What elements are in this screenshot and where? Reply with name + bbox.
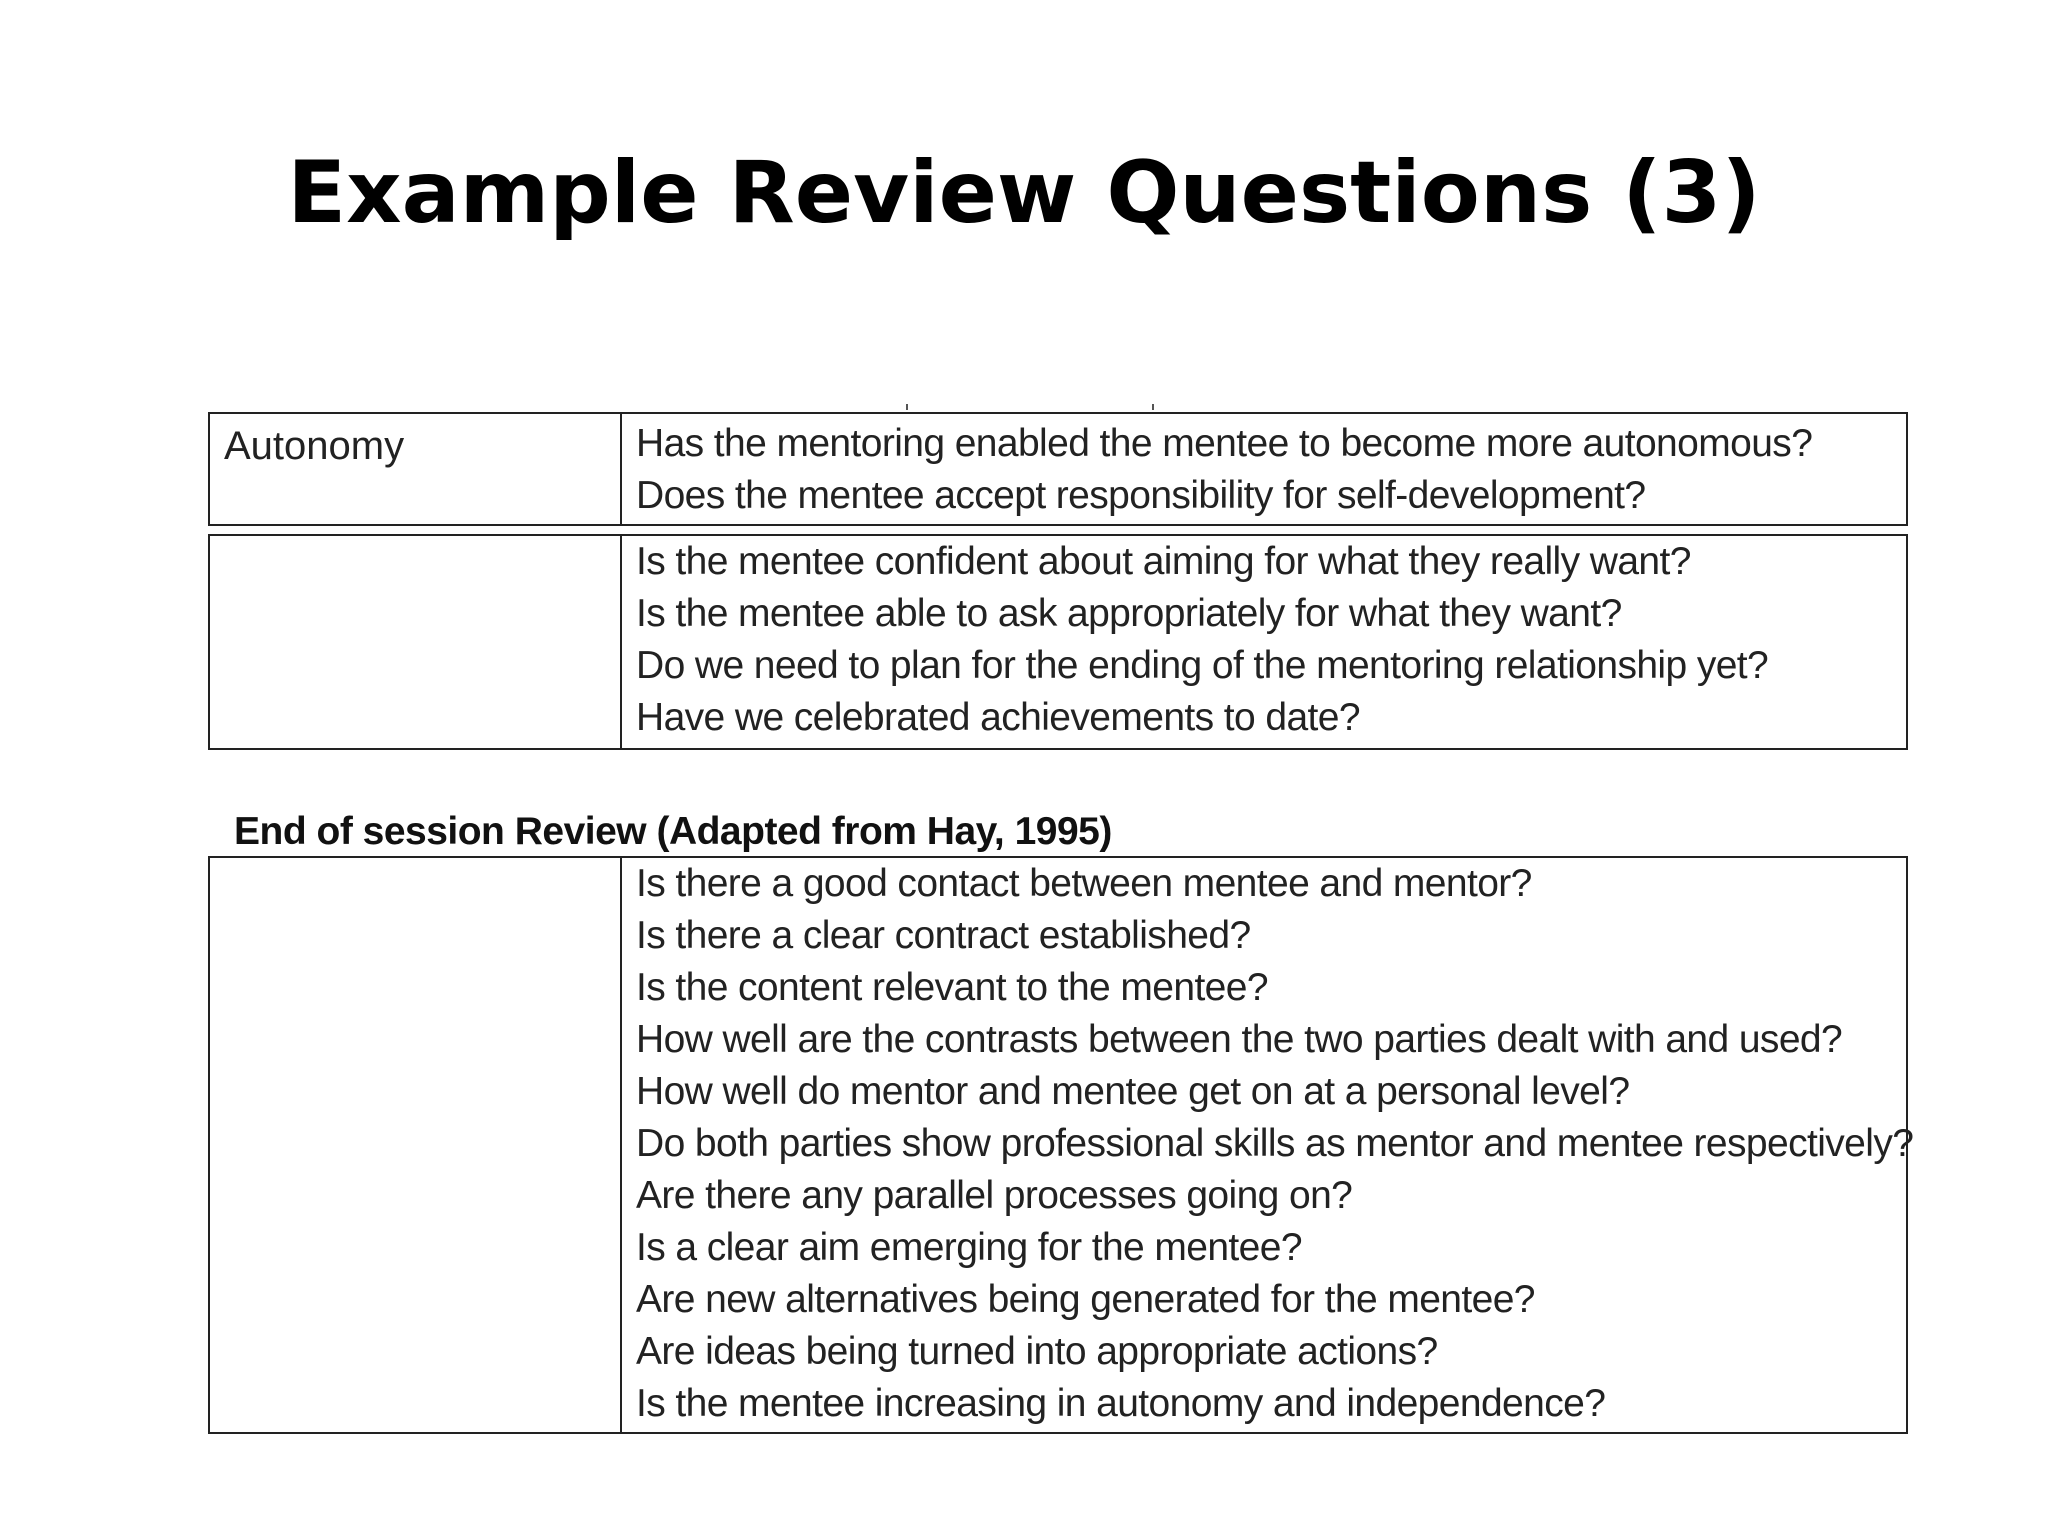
end-of-session-question: Are there any parallel processes going on? xyxy=(636,1174,1353,1217)
cropped-text-edge xyxy=(630,404,1190,410)
end-of-session-table xyxy=(208,856,1914,1434)
autonomy-question: Has the mentoring enabled the mentee to become more autonomous? xyxy=(636,422,1813,465)
autonomy-questions-cell xyxy=(622,414,1906,524)
end-of-session-label-cell xyxy=(210,858,622,1432)
end-of-session-question-list xyxy=(636,858,1914,1430)
end-of-session-question: How well are the contrasts between the two parties dealt with and used? xyxy=(636,1018,1843,1061)
continued-label-cell xyxy=(210,536,622,748)
continued-question: Have we celebrated achievements to date? xyxy=(636,696,1360,739)
continued-question-list xyxy=(636,536,1896,744)
end-of-session-question: Are ideas being turned into appropriate actions? xyxy=(636,1330,1438,1373)
slide-title: Example Review Questions (3) xyxy=(287,143,1761,243)
autonomy-label: Autonomy xyxy=(224,424,405,468)
end-of-session-question: How well do mentor and mentee get on at a personal level? xyxy=(636,1070,1630,1113)
autonomy-question: Does the mentee accept responsibility for self-development? xyxy=(636,474,1646,517)
end-of-session-heading: End of session Review (Adapted from Hay, 1995) xyxy=(234,810,1112,853)
continued-question: Do we need to plan for the ending of the mentoring relationship yet? xyxy=(636,644,1769,687)
end-of-session-question: Is the mentee increasing in autonomy and independence? xyxy=(636,1382,1606,1425)
end-of-session-questions-cell xyxy=(622,858,1914,1432)
end-of-session-question: Do both parties show professional skills as mentor and mentee respectively? xyxy=(636,1122,1914,1165)
autonomy-question-list xyxy=(636,418,1896,522)
autonomy-label-cell xyxy=(210,414,622,524)
continued-question: Is the mentee able to ask appropriately for what they want? xyxy=(636,592,1622,635)
autonomy-table xyxy=(208,412,1908,526)
end-of-session-question: Are new alternatives being generated for the mentee? xyxy=(636,1278,1535,1321)
end-of-session-question: Is the content relevant to the mentee? xyxy=(636,966,1268,1009)
end-of-session-question: Is a clear aim emerging for the mentee? xyxy=(636,1226,1302,1269)
end-of-session-question: Is there a good contact between mentee and mentor? xyxy=(636,862,1532,905)
continued-question: Is the mentee confident about aiming for what they really want? xyxy=(636,540,1691,583)
continued-questions-cell xyxy=(622,536,1906,748)
continued-table xyxy=(208,534,1908,750)
end-of-session-question: Is there a clear contract established? xyxy=(636,914,1251,957)
